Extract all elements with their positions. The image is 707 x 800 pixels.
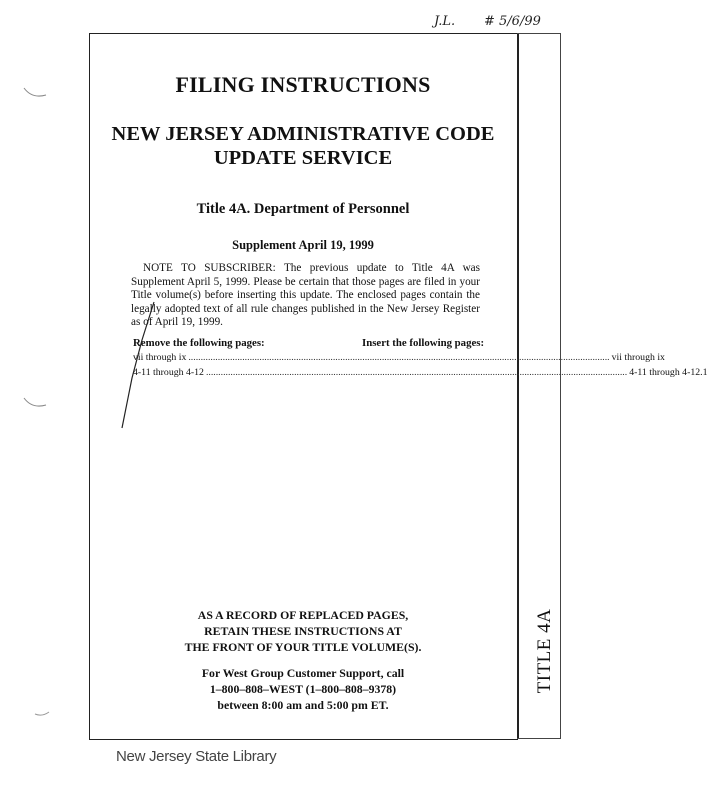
page-title: FILING INSTRUCTIONS: [175, 72, 431, 97]
note-to-subscriber: NOTE TO SUBSCRIBER: The previous update to Title 4A was Supplement April 5, 1999. Please be certain that those pages are filed in your Title volume(s) before inserting this update. The enclosed pages contain the legally adopted text of all rule changes published in the New Jersey Register as of April 19, 1999.: [131, 262, 480, 329]
remove-pages-value: 4-11 through 4-12: [133, 367, 204, 378]
record-instruction-line1: AS A RECORD OF REPLACED PAGES,: [197, 608, 409, 622]
spine-bottom-line: [517, 738, 561, 739]
margin-mark-bottom: [34, 710, 50, 718]
margin-mark-middle: [22, 396, 48, 410]
library-stamp: New Jersey State Library: [116, 748, 277, 765]
insert-pages-header: Insert the following pages:: [362, 337, 485, 349]
margin-mark-top: [22, 86, 48, 100]
support-phone: 1–800–808–WEST (1–800–808–9378): [209, 682, 397, 696]
record-instruction-line2: RETAIN THESE INSTRUCTIONS AT: [204, 624, 402, 638]
support-hours: between 8:00 am and 5:00 pm ET.: [217, 698, 389, 712]
insert-pages-value: 4-11 through 4-12.1: [629, 367, 707, 378]
spine-top-line: [517, 33, 561, 34]
title-department: Title 4A. Department of Personnel: [196, 201, 410, 217]
record-instruction-line3: THE FRONT OF YOUR TITLE VOLUME(S).: [184, 640, 422, 654]
handwritten-initials: J.L.: [434, 14, 456, 29]
spine-label-box: [533, 583, 557, 719]
supplement-date: Supplement April 19, 1999: [232, 238, 374, 252]
table-row: [133, 352, 665, 363]
service-title-line2: UPDATE SERVICE: [213, 147, 393, 169]
service-title-line1: NEW JERSEY ADMINISTRATIVE CODE: [111, 123, 495, 145]
dot-leader: ............................................................................................................................................................................: [205, 367, 628, 378]
insert-pages-value: vii through ix: [611, 352, 665, 363]
table-row: [133, 367, 707, 378]
handwritten-check-stroke: [118, 300, 158, 432]
spine-label: TITLE 4A: [534, 608, 555, 694]
remove-pages-header: Remove the following pages:: [133, 337, 265, 349]
spine-outer-line: [560, 33, 561, 738]
handwritten-date-note: # 5/6/99: [484, 14, 541, 29]
dot-leader: ............................................................................................................................................................................: [188, 352, 610, 363]
remove-pages-value: vii through ix: [133, 352, 187, 363]
frame-right-line: [517, 33, 519, 738]
support-line1: For West Group Customer Support, call: [201, 666, 405, 680]
